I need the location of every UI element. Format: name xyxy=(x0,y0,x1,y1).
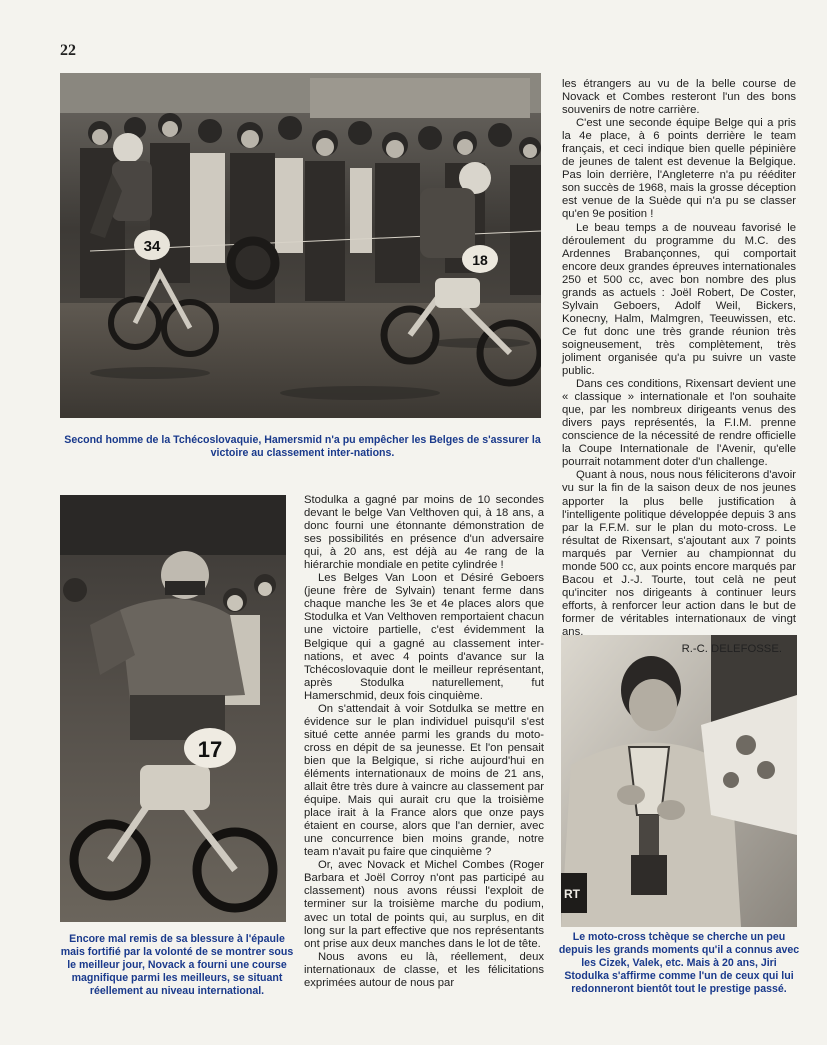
paragraph: Le beau temps a de nouveau favorisé le déroulement du programme du M.C. des Ardennes Brabançonnes, qui comportait encore deux grandes épreuves internationales 250 et 500 cc, avec bon nombre des plus grands as actuels : Joël Robert, De Coster, Sylvain Geboers, Adolf Weil, Bickers, Konecny, Halm, Malmgren, Teeuwissen, etc. Ce fut donc une très grande réunion très soigneusement, très complètement, très joliment organisée qu'a pu suivre un vaste public. xyxy=(562,221,796,378)
banner-letters: RT xyxy=(564,887,580,901)
paragraph: Nous avons eu là, réellement, deux internationaux de classe, et les félicitations exprimées autour de nous par xyxy=(304,950,544,989)
paragraph: les étrangers au vu de la belle course de Novack et Combes resteront l'un des bons souvenirs de notre carrière. xyxy=(562,78,796,117)
article-right-column xyxy=(562,78,796,656)
race-number-34: 34 xyxy=(143,238,161,255)
paragraph: Quant à nous, nous nous féliciterons d'avoir vu sur la fin de la saison deux de nos jeunes apporter la plus belle justification à l'intelligente politique développée depuis 3 ans par la F.F.M. sur le plan du moto-cross. Le résultat de Rixensart, s'ajoutant aux 7 points marqués par Vernier au championnat du monde 500 cc, aux points encore marqués par Bacou et J.-J. Tourte, tout celà ne peut qu'inciter nos dirigeants à continuer leurs efforts, à renforcer leur action dans le but de former de véritables internationaux de vingt ans. xyxy=(562,469,796,638)
caption-top-photo: Second homme de la Tchécoslovaquie, Hamersmid n'a pu empêcher les Belges de s'assurer la victoire au classement inter-nations. xyxy=(64,434,541,459)
race-number-17: 17 xyxy=(197,737,223,762)
paragraph: Dans ces conditions, Rixensart devient une « classique » internationale et l'on souhaite que, par les nombreux dirigeants venus des divers pays représentés, la F.I.M. prenne conscience de la nécessité de rendre officielle la Coupe Internationale de l'Avenir, qu'elle pourrait notamment doter d'un challenge. xyxy=(562,378,796,469)
paragraph: Stodulka a gagné par moins de 10 secondes devant le belge Van Velthoven qui, à 18 ans, a donc fourni une étonnante démonstration de ses possibilités en présence d'un adversaire qui, à 20 ans, est déjà au 4e rang de la hiérarchie mondiale en petite cylindrée ! xyxy=(304,494,544,572)
author-signature: R.-C. DELEFOSSE. xyxy=(681,643,782,656)
photo-stodulka-trophy xyxy=(561,635,797,927)
photo-hamersmid-race xyxy=(60,73,541,418)
paragraph: C'est une seconde équipe Belge qui a pris la 4e place, à 6 points derrière le team français, et ceci indique bien quelle pépinière de jeunes de talent est devenue la Belgique. Pas loin derrière, l'Angleterre n'a pu rééditer son succès de 1968, mais la grosse déception est venue de la Suède qui n'a pu se classer qu'en 9e position ! xyxy=(562,117,796,221)
race-number-18: 18 xyxy=(472,252,488,268)
caption-right-photo: Le moto-cross tchèque se cherche un peu depuis les grands moments qu'il a connus avec les Cizek, Valek, etc. Mais à 20 ans, Jiri Stodulka s'affirme comme l'un de ceux qui lui redonneront bientôt tout le prestige passé. xyxy=(558,931,800,995)
paragraph: Les Belges Van Loon et Désiré Geboers (jeune frère de Sylvain) tenant ferme dans chaque manche les 3e et 4e places alors que Stodulka et Van Velthoven remportaient chacun une victoire partielle, c'est évidemment la Belgique qui a gagné au classement inter-nations, et avec 4 points d'avance sur la Tchécoslovaquie dont le meilleur représentant, après Stodulka naturellement, fut Hamerschmid, deux fois cinquième. xyxy=(304,572,544,702)
photo-novack-race xyxy=(60,495,286,922)
article-middle-column xyxy=(304,494,544,990)
paragraph: Or, avec Novack et Michel Combes (Roger Barbara et Joël Corroy n'ont pas participé au classement) nous avons réussi l'exploit de terminer sur la troisième marche du podium, avec un total de points qui, au surplus, en dit long sur la part effective que nos représentants ont prise aux deux manches dans le lot de tête. xyxy=(304,859,544,950)
page-number: 22 xyxy=(60,42,76,59)
caption-left-photo: Encore mal remis de sa blessure à l'épaule mais fortifié par la volonté de se montrer sous le meilleur jour, Novack a fourni une course magnifique parmi les meilleurs, se situant réellement au niveau international. xyxy=(60,933,294,997)
paragraph: On s'attendait à voir Sotdulka se mettre en évidence sur le plan individuel puisqu'il s'est situé cette année parmi les grands du moto-cross en dépit de sa jeunesse. Et l'on pensait bien que la Belgique, si riche aujourd'hui en éléments internationaux de moins de 21 ans, allait être très dure à vaincre au classement par équipe. Mais qui aurait cru que la troisième place irait à la France alors que onze pays étaient en course, alors que l'an dernier, avec une concurrence bien moins grande, notre team n'avait pu faire que cinquième ? xyxy=(304,702,544,859)
